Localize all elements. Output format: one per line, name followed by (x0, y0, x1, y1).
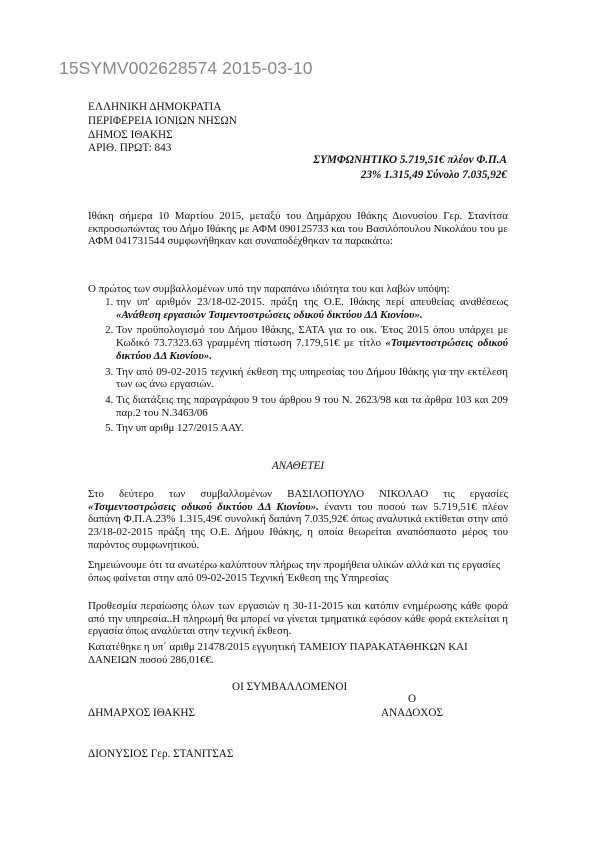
list-item (116, 324, 508, 362)
contractor-title: ΑΝΑΔΟΧΟΣ (381, 707, 443, 719)
guarantee-paragraph: Κατατέθηκε η υπ΄ αριθμ 21478/2015 εγγυητική ΤΑΜΕΙΟΥ ΠΑΡΑΚΑΤΑΘΗΚΩΝ ΚΑΙ ΔΑΝΕΙΩΝ ποσού 286,01€€. (88, 641, 468, 666)
list-item (116, 366, 508, 391)
assignment-paragraph (88, 488, 508, 552)
list-item-text: Τις διατάξεις της παραγράφου 9 του άρθρου 9 του Ν. 2623/98 και τα άρθρα 103 και 209 παρ.2 του Ν.3463/06 (116, 393, 508, 419)
list-item-text: την υπ' αριθμόν 23/18-02-2015. πράξη της Ο.Ε. Ιθάκης περί απευθείας αναθέσεως (116, 296, 508, 308)
assignment-text-2: έναντι του ποσού των 5.719,51€ πλέον δαπάνη Φ.Π.Α.23% 1.315,49€ συνολική δαπάνη 7.035,92€ όπως αναλυτικά εκτίθεται στην από 23/18-02-2015 πράξη της Ο.Ε. Δήμου Ιθάκης, η οποία θεωρείται αναπόσπαστο μέρος του παρόντος συμφωνητικού. (88, 500, 508, 551)
header-line-protocol: ΑΡΙΘ. ΠΡΩΤ: 843 (88, 142, 172, 155)
mayor-name: ΔΙΟΝΥΣΙΟΣ Γερ. ΣΤΑΝΙΤΣΑΣ (88, 748, 234, 760)
contractor-article: Ο (408, 693, 417, 705)
list-item-title: «Τσιμεντοστρώσεις οδικού δικτύου ΔΔ Κιονίου». (116, 337, 508, 362)
list-item-text: Την από 09-02-2015 τεχνική έκθεση της υπηρεσίας του Δήμου Ιθάκης για την εκτέλεση των ως άνω εργασιών. (116, 365, 508, 391)
list-item (116, 422, 508, 435)
signatories-title: ΟΙ ΣΥΜΒΑΛΛΟΜΕΝΟΙ (232, 681, 348, 693)
contract-summary (313, 153, 507, 182)
considerations-list (88, 296, 508, 438)
summary-line-2: 23% 1.315,49 Σύνολο 7.035,92€ (360, 168, 507, 181)
assignment-text-1: Στο δεύτερο των συμβαλλομένων ΒΑΣΙΛΟΠΟΥΛΟ ΝΙΚΟΛΑΟ τις εργασίες (88, 488, 508, 500)
mayor-title: ΔΗΜΑΡΧΟΣ ΙΘΑΚΗΣ (88, 707, 196, 719)
issuer-header (88, 101, 237, 156)
header-line-republic: ΕΛΛΗΝΙΚΗ ΔΗΜΟΚΡΑΤΙΑ (88, 101, 222, 113)
deadline-paragraph: Προθεσμία περαίωσης όλων των εργασιών η 30-11-2015 και κατόπιν ενημέρωσης κάθε φορά από την υπηρεσία..Η πληρωμή θα μπορεί να γίνεται τμηματικά εφόσον κάθε φορά εκτελείται η εργασία όπως αναλύεται στην τεχνική έκθεση. (88, 600, 508, 638)
header-line-region: ΠΕΡΙΦΕΡΕΙΑ ΙΟΝΙΩΝ ΝΗΣΩΝ (88, 114, 237, 127)
assignment-work-title: «Τσιμεντοστρώσεις οδικού δικτύου ΔΔ Κιονίου». (88, 500, 319, 513)
document-stamp: 15SYMV002628574 2015-03-10 (59, 58, 313, 78)
considerations-lead: Ο πρώτος των συμβαλλομένων υπό την παραπάνω ιδιότητα του και λαβών υπόψη: (88, 283, 450, 295)
summary-line-1: ΣΥΜΦΩΝΗΤΙΚΟ 5.719,51€ πλέον Φ.Π.Α (313, 154, 507, 166)
list-item (116, 394, 508, 419)
list-item-text: Τον προϋπολογισμό του Δήμου Ιθάκης, ΣΑΤΑ για το οικ. Έτος 2015 όπου υπάρχει με Κωδικό 73.7323.63 γραμμένη πίστωση 7.179,51€ με τίτλο (116, 324, 508, 350)
list-item-title: «Ανάθεση εργασιών Τσιμεντοστρώσεις οδικού δικτύου ΔΔ Κιονίου». (116, 308, 423, 321)
header-line-municipality: ΔΗΜΟΣ ΙΘΑΚΗΣ (88, 128, 173, 141)
coverage-note: Σημειώνουμε ότι τα ανωτέρω καλύπτουν πλήρως την προμήθεια υλικών αλλά και τις εργασίες όπως φαίνεται στην από 09-02-2015 Τεχνική Έκθεση της Υπηρεσίας (88, 559, 501, 584)
list-item-text: Την υπ αριθμ 127/2015 ΑΑΥ. (116, 422, 244, 435)
assignment-heading: ΑΝΑΘΕΤΕΙ (271, 460, 325, 472)
intro-paragraph: Ιθάκη σήμερα 10 Μαρτίου 2015, μεταξύ του Δημάρχου Ιθάκης Διονυσίου Γερ. Στανίτσα εκπροσωπώντας του Δήμο Ιθάκης με ΑΦΜ 090125733 και του Βασιλόπουλου Νικολάου του με ΑΦΜ 041731544 συμφωνήθηκαν και συναποδέχθηκαν τα παρακάτω: (88, 210, 508, 248)
list-item (116, 296, 508, 321)
